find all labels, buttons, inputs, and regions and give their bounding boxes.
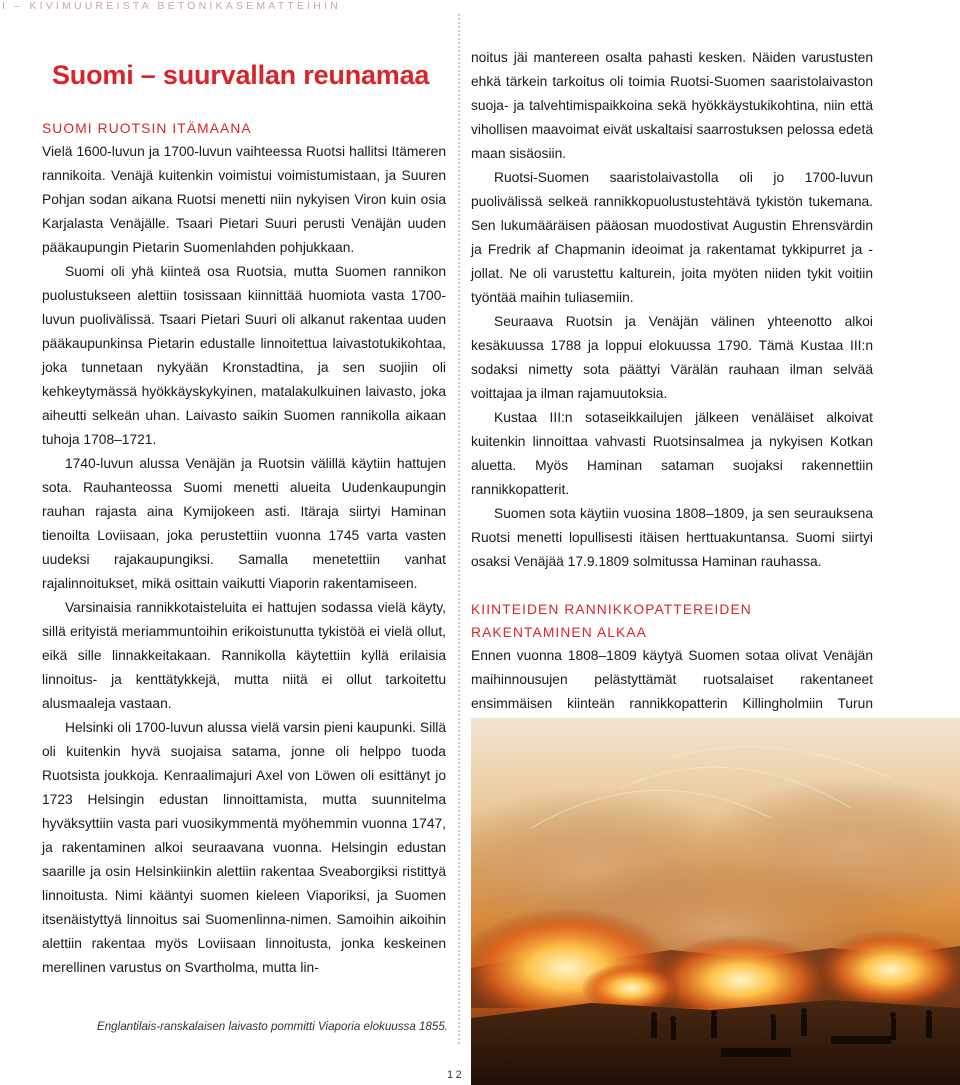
page-number: 12 xyxy=(447,1069,465,1081)
section-heading-suomi-ruotsin-itamaana: SUOMI RUOTSIN ITÄMAANA xyxy=(42,121,252,136)
bombardment-painting-image xyxy=(471,718,960,1085)
image-caption: Englantilais-ranskalaisen laivasto pommitti Viaporia elokuussa 1855. xyxy=(96,1020,448,1033)
page-title: Suomi – suurvallan reunamaa xyxy=(52,60,430,90)
paragraph: Ruotsi-Suomen saaristolaivastolla oli jo 1700-luvun puolivälissä selkeä rannikkopuolustustehtävä tykistön tukemana. Sen lukumääräisen pääosan muodostivat Augustin Ehrensvärdin ja Fredrik af Chapmanin ideoimat ja rakentamat tykkipurret ja -jollat. Ne oli varustettu kalturein, joita myöten niiden tykit voitiin työntää maihin tuliasemiin. xyxy=(471,170,873,305)
right-column xyxy=(471,46,873,740)
paragraph: Varsinaisia rannikkotaisteluita ei hattujen sodassa vielä käyty, sillä erityistä meriammuntoihin erikoistunutta tykistöä ei vielä ollut, eikä sille linnakkeitakaan. Rannikolla käytettiin kyllä erilaisia linnoitus- ja kenttätykkejä, mutta niitä ei ollut tarkoitettu alusmaaleja vastaan. xyxy=(42,600,446,711)
paragraph: Suomen sota käytiin vuosina 1808–1809, ja sen seurauksena Ruotsi menetti lopullisesti itäisen herttuakuntansa. Suomi siirtyi osaksi Venäjää 17.9.1809 solmitussa Haminan rauhassa. xyxy=(471,506,873,569)
bombardment-painting xyxy=(471,718,960,1085)
column-divider xyxy=(458,14,460,1044)
section-heading-line-1: KIINTEIDEN RANNIKKOPATTEREIDEN xyxy=(471,602,752,617)
left-column xyxy=(42,118,446,980)
section-heading-kiinteiden-rannikkopattereiden xyxy=(471,598,873,644)
paragraph: Helsinki oli 1700-luvun alussa vielä varsin pieni kaupunki. Sillä oli kuitenkin hyvä suojaisa satama, jonne oli helppo tuoda Ruotsista joukkoja. Kenraalimajuri Axel von Löwen oli esittänyt jo 1723 Helsingin edustan linnoittamista, mutta suunnitelma hyväksyttiin vasta pari vuosikymmentä myöhemmin vuonna 1747, ja rakentaminen alkoi seuraavana vuonna. Helsingin edustan saarille ja osin Helsinkiinkin alettiin rakentaa Sveaborgiksi ristittyä linnoitusta. Nimi kääntyi suomen kieleen Viaporiksi, ja Suomen itsenäistyttyä linnoitus sai Suomenlinna-nimen. Samoihin aikoihin alettiin rakentaa myös Loviisaan linnoitusta, jonka keskeinen merellinen varustus on Svartholma, mutta lin- xyxy=(42,720,446,975)
section-heading-line-2: RAKENTAMINEN ALKAA xyxy=(471,625,647,640)
paragraph: noitus jäi mantereen osalta pahasti kesken. Näiden varustusten ehkä tärkein tarkoitus oli toimia Ruotsi-Suomen saaristolaivaston suoja- ja talvehtimispaikkoina sekä hyökkäystukikohtina, niin että vihollisen maavoimat eivät uskaltaisi saarrostuksen pelossa edetä maan sisäosiin. xyxy=(471,50,873,161)
paragraph: Ennen vuonna 1808–1809 käytyä Suomen sotaa olivat Venäjän maihinnousujen pelästyttämät ruotsalaiset rakentaneet ensimmäisen kiinteän rannikkopatterin Killingholmiin Turun xyxy=(471,648,873,711)
paragraph: Suomi oli yhä kiinteä osa Ruotsia, mutta Suomen rannikon puolustukseen alettiin tosissaan kiinnittää huomiota vasta 1700-luvun puolivälissä. Tsaari Pietari Suuri oli alkanut rakentaa uuden pääkaupunkinsa Pietarin edustalle linnoitettua laivastotukikohtaa, joka tunnetaan nykyään Kronstadtina, ja sen suojiin oli kehkeytymässä hyökkäyskykyinen, matalakulkuinen laivasto, joka aiheutti selkeän uhan. Laivasto saikin Suomen rannikolla aikaan tuhoja 1708–1721. xyxy=(42,264,446,447)
paragraph: 1740-luvun alussa Venäjän ja Ruotsin välillä käytiin hattujen sota. Rauhanteossa Suomi menetti alueita Uudenkaupungin rauhan rajasta aina Kymijokeen asti. Itäraja siirtyi Haminan tienoilta Loviisaan, joka perustettiin vuonna 1745 varta vasten uudeksi rajakaupungiksi. Samalla menetettiin vanhat rajalinnoitukset, mikä osittain vaikutti Viaporin rakentamiseen. xyxy=(42,456,446,591)
paragraph: Kustaa III:n sotaseikkailujen jälkeen venäläiset alkoivat kuitenkin linnoittaa vahvasti Ruotsinsalmea ja nykyisen Kotkan aluetta. Myös Haminan sataman suojaksi rakennettiin rannikkopatterit. xyxy=(471,410,873,497)
running-head: I – KIVIMUUREISTA BETONIKASEMATTEIHIN xyxy=(2,0,341,12)
paragraph: Vielä 1600-luvun ja 1700-luvun vaihteessa Ruotsi hallitsi Itämeren rannikoita. Venäjä kuitenkin voimistui voimistumistaan, ja Suuren Pohjan sodan aikana Ruotsi menetti niin nykyisen Viron kuin osia Karjalasta Venäjälle. Tsaari Pietari Suuri perusti Venäjän uuden pääkaupungin Pietarin Suomenlahden pohjukkaan. xyxy=(42,144,446,255)
paragraph: Seuraava Ruotsin ja Venäjän välinen yhteenotto alkoi kesäkuussa 1788 ja loppui elokuussa 1790. Tämä Kustaa III:n sodaksi nimetty sota päättyi Värälän rauhaan ilman selvää voittajaa ja ilman rajamuutoksia. xyxy=(471,314,873,401)
